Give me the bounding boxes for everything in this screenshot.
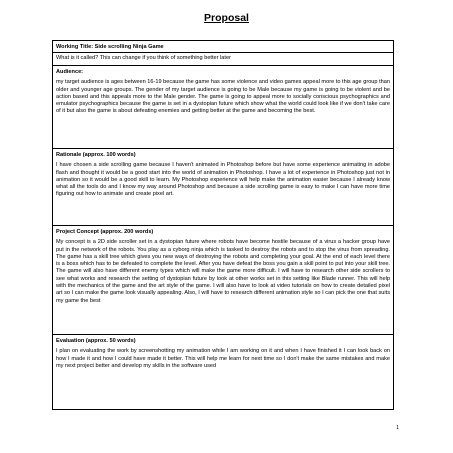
audience-section — [53, 65, 393, 148]
section-heading: Working Title: Side scrolling Ninja Game — [56, 44, 164, 50]
working-title-section — [53, 41, 393, 65]
page-number: 1 — [396, 425, 399, 431]
section-heading: Rationale (approx. 100 words) — [56, 152, 136, 159]
section-body: my target audience is ages between 16-19 because the game has some violence and video games appeal more to this age group than older and younger age groups. The gender of my target audience is going to be Male because my game is going to be violent and be action based and this appeals more to the Male gender. The game is going to appeal more to socially conscious psychographics and emulator psychographics because the game is set in a dystopian future which show what the world could look like if we don't take care of it but also the game is about defeating enemies and getting better at the game and becoming the best. — [56, 79, 390, 115]
section-heading: Evaluation (approx. 50 words) — [56, 338, 136, 345]
section-heading: Audience: — [56, 69, 84, 76]
evaluation-section — [53, 334, 393, 409]
page-title: Proposal — [204, 12, 249, 24]
proposal-table — [52, 40, 394, 410]
project-concept-section — [53, 225, 393, 334]
section-body: What is it called? This can change if you think of something better later — [56, 55, 231, 61]
section-body: I plan on evaluating the work by screenshotting my animation while I am working on it and when I have finished it I can look back on how I made it and how I could have made it better. This will help me learn for next time so I don't make the same mistakes and make my next project better and develop my skills in the software used — [56, 348, 390, 369]
rationale-section — [53, 148, 393, 225]
section-body: My concept is a 2D side scroller set in a dystopian future where robots have become hostile because of a virus a hacker group have put in the network of the robots. You play as a cyborg ninja which is tasked to destroy the robots and to stop the virus from spreading. The game has a skill tree which gives you new ways of destroying the robots and completing your goal. At the end of each level there is a boss which has to be defeated to complete the level. After you have defeat the boss you gain a skill point to put into your skill tree. The game will also have different enemy types which will make the game more difficult. I will have to research other side scrollers to see what works and research the setting of dystopian future by look at other works set in this setting like Blade runner. This will help with the mechanics of the game and the art style of the game. I will also have to look at video tutorials on how to create detailed pixel art so I can make the game look visually appealing. Also, I will have to research different animation style so I can pick the one that suits my game the best — [56, 239, 390, 304]
section-heading: Project Concept (approx. 200 words) — [56, 229, 154, 236]
section-body: I have chosen a side scrolling game because I haven't animated in Photoshop before but have some experience animating in adobe flash and thought it would be a good start into the world of animation in Photoshop. I have a lot of experience in Photoshop just not in animation so it would be a good skill to learn. My Photoshop experience will help make the animation easier because I already know what all the tools do and I know my way around Photoshop and because a side scrolling game is easy to make I can have more time figuring out how to animate and create pixel art. — [56, 162, 390, 198]
